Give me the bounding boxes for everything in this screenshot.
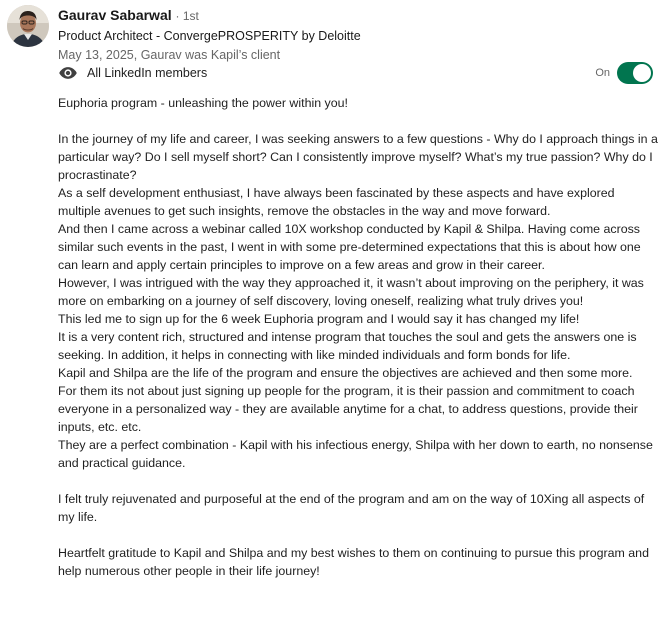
paragraph-gap <box>58 472 658 490</box>
recommendation-header <box>58 6 653 64</box>
body-line: However, I was intrigued with the way they approached it, it wasn’t about improving on the periphery, it was more on embarking on a journey of self discovery, loving oneself, realizing what truly drives you! <box>58 276 644 308</box>
visibility-row <box>58 63 207 83</box>
body-line: And then I came across a webinar called 10X workshop conducted by Kapil & Shilpa. Having come across similar such events in the past, I went in with some pre-determined expectations that this is about how one can learn and apply certain principles to improve on a few areas and grow in their career. <box>58 222 641 272</box>
toggle-state-label: On <box>595 67 610 79</box>
reviewer-name[interactable]: Gaurav Sabarwal <box>58 7 172 23</box>
body-line: They are a perfect combination - Kapil with his infectious energy, Shilpa with her down to earth, no nonsense and practical guidance. <box>58 438 653 470</box>
body-paragraph: Heartfelt gratitude to Kapil and Shilpa and my best wishes to them on continuing to pursue this program and help numerous other people in their life journey! <box>58 546 649 578</box>
body-line: Kapil and Shilpa are the life of the program and ensure the objectives are achieved and then some more. <box>58 366 633 380</box>
reviewer-headline: Product Architect - ConvergePROSPERITY by Deloitte <box>58 29 361 43</box>
name-row <box>58 6 653 26</box>
recommendation-title: Euphoria program - unleashing the power within you! <box>58 96 348 110</box>
body-line: For them its not about just signing up people for the program, it is their passion and commitment to coach everyone in a personalized way - they are available anytime for a chat, to address questions, provide their inputs, etc. etc. <box>58 384 638 434</box>
recommendation-meta: May 13, 2025, Gaurav was Kapil’s client <box>58 48 281 62</box>
body-line: This led me to sign up for the 6 week Euphoria program and I would say it has changed my life! <box>58 312 580 326</box>
avatar[interactable] <box>7 5 49 47</box>
body-line: It is a very content rich, structured and intense program that touches the soul and gets the answers one is seeking. In addition, it helps in connecting with like minded individuals and form bonds for life. <box>58 330 637 362</box>
recommendation-text <box>58 94 658 580</box>
toggle-switch[interactable] <box>617 62 653 84</box>
connection-degree: · 1st <box>175 9 199 23</box>
eye-icon <box>58 63 78 83</box>
body-line: In the journey of my life and career, I was seeking answers to a few questions - Why do I approach things in a particular way? Do I sell myself short? Can I consistently improve myself? What’s my true passion? Why do I procrastinate? <box>58 132 658 182</box>
visibility-label: All LinkedIn members <box>87 66 208 80</box>
body-paragraph: I felt truly rejuvenated and purposeful at the end of the program and am on the way of 10Xing all aspects of my life. <box>58 492 645 524</box>
paragraph-gap <box>58 112 658 130</box>
profile-photo <box>7 5 49 47</box>
paragraph-gap <box>58 526 658 544</box>
toggle-knob <box>633 64 651 82</box>
body-line: As a self development enthusiast, I have always been fascinated by these aspects and have explored multiple avenues to get such insights, remove the obstacles in the way and move forward. <box>58 186 615 218</box>
visibility-toggle[interactable] <box>595 62 653 84</box>
